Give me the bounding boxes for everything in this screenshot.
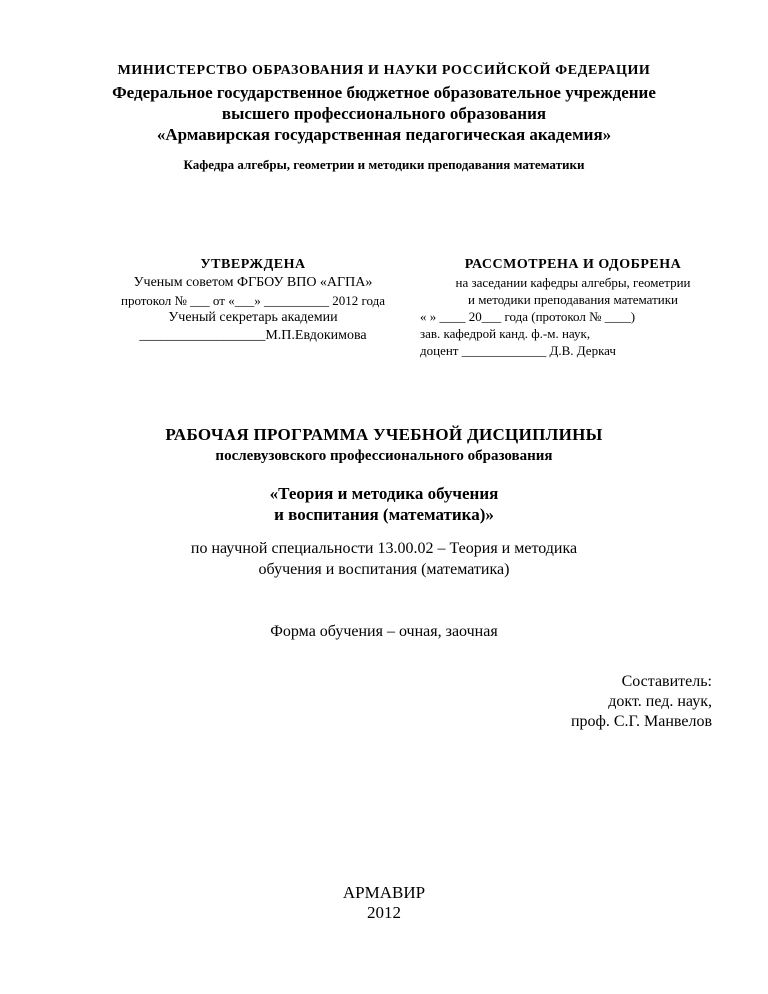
compiler-degree: докт. пед. наук,: [608, 693, 712, 710]
academy-name: «Армавирская государственная педагогическая академия»: [156, 125, 612, 144]
reviewed-heading: РАССМОТРЕНА И ОДОБРЕНА: [464, 257, 682, 272]
specialty-line1: по научной специальности 13.00.02 – Теория и методика: [190, 540, 578, 557]
compiler-label: Составитель:: [621, 673, 712, 690]
department-name: Кафедра алгебры, геометрии и методики преподавания математики: [183, 157, 585, 172]
study-form: Форма обучения – очная, заочная: [270, 623, 498, 640]
discipline-name-line2: и воспитания (математика)»: [274, 505, 494, 524]
reviewed-block: [412, 256, 734, 359]
reviewed-protocol: « » ____ 20___ года (протокол № ____): [420, 309, 636, 324]
institution-type: Федеральное государственное бюджетное образовательное учреждение: [112, 83, 656, 102]
program-subtitle: послевузовского профессионального образования: [215, 448, 553, 464]
ministry-title: МИНИСТЕРСТВО ОБРАЗОВАНИЯ И НАУКИ РОССИЙСКОЙ ФЕДЕРАЦИИ: [117, 63, 651, 78]
reviewed-head: зав. кафедрой канд. ф.-м. наук,: [420, 326, 591, 341]
approved-council: Ученым советом ФГБОУ ВПО «АГПА»: [133, 275, 373, 290]
compiler-name: проф. С.Г. Манвелов: [570, 713, 712, 730]
discipline-name-line1: «Теория и методика обучения: [269, 484, 499, 503]
approved-heading: УТВЕРЖДЕНА: [200, 257, 306, 272]
specialty-line2: обучения и воспитания (математика): [258, 561, 510, 578]
approved-protocol: протокол № ___ от «___» __________ 2012 года: [121, 293, 385, 308]
year: 2012: [367, 903, 401, 922]
approved-secretary: Ученый секретарь академии: [168, 310, 338, 325]
program-title: РАБОЧАЯ ПРОГРАММА УЧЕБНОЙ ДИСЦИПЛИНЫ: [165, 425, 603, 444]
reviewed-meeting: на заседании кафедры алгебры, геометрии: [455, 275, 691, 290]
education-level: высшего профессионального образования: [221, 104, 547, 123]
approved-block: [98, 256, 408, 345]
city: АРМАВИР: [342, 883, 426, 902]
reviewed-signature: доцент _____________ Д.В. Деркач: [420, 343, 616, 358]
reviewed-department: и методики преподавания математики: [467, 292, 678, 307]
approved-signature: __________________М.П.Евдокимова: [139, 328, 367, 343]
